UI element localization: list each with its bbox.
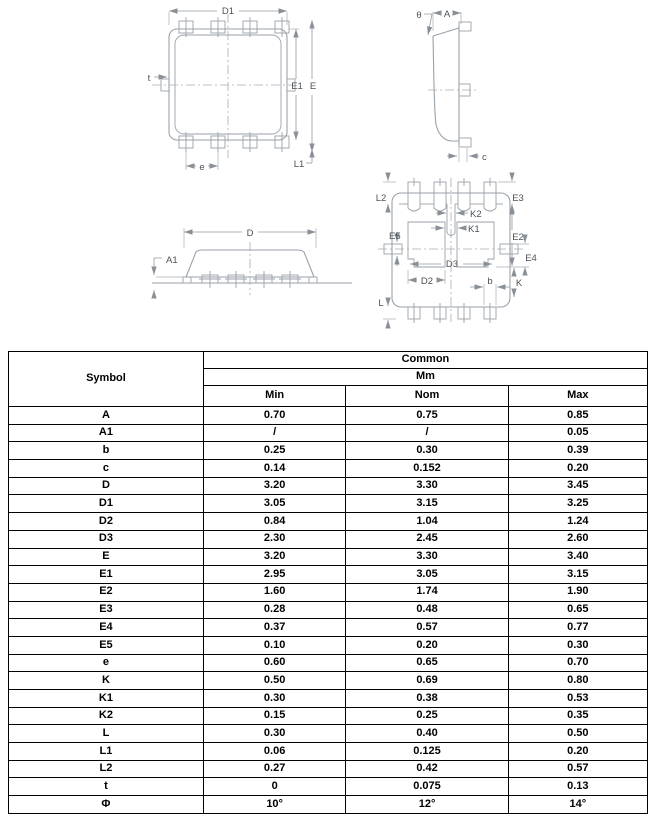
cell-symbol: D3 — [9, 530, 204, 548]
cell-min: 3.05 — [203, 495, 345, 513]
cell-nom: 0.75 — [346, 407, 508, 425]
dim-label-e1: E1 — [291, 81, 303, 92]
cell-max: 0.20 — [508, 460, 647, 478]
table-row — [9, 530, 648, 548]
header-min: Min — [203, 386, 345, 407]
table-row — [9, 548, 648, 566]
left-pad — [408, 222, 445, 267]
cell-nom: 0.20 — [346, 636, 508, 654]
dim-label-l1: L1 — [293, 159, 305, 170]
cell-nom: 0.25 — [346, 707, 508, 725]
top-view-drawing — [148, 6, 316, 173]
cell-max: 0.65 — [508, 601, 647, 619]
table-row — [9, 495, 648, 513]
cell-min: 1.60 — [203, 583, 345, 601]
cell-min: 0.30 — [203, 725, 345, 743]
cell-symbol: D2 — [9, 513, 204, 531]
cell-symbol: E4 — [9, 619, 204, 637]
cell-min: 3.20 — [203, 548, 345, 566]
cell-max: 2.60 — [508, 530, 647, 548]
dim-label-a1: A1 — [166, 255, 178, 266]
cell-max: 3.40 — [508, 548, 647, 566]
cell-nom: 0.38 — [346, 690, 508, 708]
cell-min: 0.14 — [203, 460, 345, 478]
cell-symbol: E5 — [9, 636, 204, 654]
cell-min: 0.30 — [203, 690, 345, 708]
cell-symbol: Φ — [9, 796, 204, 814]
cell-symbol: K — [9, 672, 204, 690]
cell-min: 0.15 — [203, 707, 345, 725]
dim-label-e: e — [199, 162, 205, 173]
table-row — [9, 725, 648, 743]
top-view-bottom-pins — [179, 132, 289, 152]
cell-nom: 0.57 — [346, 619, 508, 637]
dim-label-d3: D3 — [445, 259, 459, 270]
cell-nom: 0.48 — [346, 601, 508, 619]
cell-max: 0.20 — [508, 743, 647, 761]
cell-nom: 3.15 — [346, 495, 508, 513]
table-row — [9, 672, 648, 690]
cell-max: 0.53 — [508, 690, 647, 708]
cell-nom: 12° — [346, 796, 508, 814]
header-max: Max — [508, 386, 647, 407]
cell-max: 3.45 — [508, 477, 647, 495]
cell-min: 0.70 — [203, 407, 345, 425]
header-nom: Nom — [346, 386, 508, 407]
table-row — [9, 760, 648, 778]
table-row — [9, 743, 648, 761]
cell-nom: 3.05 — [346, 566, 508, 584]
dim-label-k2: K2 — [470, 209, 482, 220]
dim-label-l: L — [378, 298, 384, 309]
cell-min: / — [203, 424, 345, 442]
cell-max: 0.50 — [508, 725, 647, 743]
table-row — [9, 477, 648, 495]
cell-max: 0.30 — [508, 636, 647, 654]
table-row — [9, 601, 648, 619]
cell-max: 0.39 — [508, 442, 647, 460]
cell-symbol: K2 — [9, 707, 204, 725]
table-row — [9, 654, 648, 672]
cell-nom: 0.30 — [346, 442, 508, 460]
cell-nom: 1.04 — [346, 513, 508, 531]
cell-nom: 0.40 — [346, 725, 508, 743]
dim-label-k: K — [515, 278, 523, 289]
package-outline-drawings — [0, 0, 656, 345]
table-row — [9, 707, 648, 725]
cell-nom: / — [346, 424, 508, 442]
table-row — [9, 407, 648, 425]
cell-min: 0.50 — [203, 672, 345, 690]
cell-nom: 0.125 — [346, 743, 508, 761]
cell-nom: 2.45 — [346, 530, 508, 548]
dim-label-k1: K1 — [468, 224, 480, 235]
dim-label-d1: D1 — [221, 6, 235, 17]
cell-max: 1.90 — [508, 583, 647, 601]
cell-min: 0.28 — [203, 601, 345, 619]
cell-min: 3.20 — [203, 477, 345, 495]
cell-min: 0.25 — [203, 442, 345, 460]
cell-max: 0.57 — [508, 760, 647, 778]
cell-min: 2.30 — [203, 530, 345, 548]
cell-max: 3.25 — [508, 495, 647, 513]
table-row — [9, 796, 648, 814]
cell-nom: 0.65 — [346, 654, 508, 672]
dim-label-e3: E3 — [512, 193, 524, 204]
dim-label-a: A — [443, 9, 451, 20]
cell-min: 0.06 — [203, 743, 345, 761]
cell-symbol: c — [9, 460, 204, 478]
table-row — [9, 566, 648, 584]
cell-min: 0.60 — [203, 654, 345, 672]
table-row — [9, 690, 648, 708]
bottom-view-bottom-pins — [408, 303, 496, 323]
dim-label-e2: E2 — [512, 232, 524, 243]
dim-label-e4: E4 — [525, 253, 537, 264]
cell-symbol: D — [9, 477, 204, 495]
dim-label-d2: D2 — [420, 276, 434, 287]
table-row — [9, 460, 648, 478]
cell-max: 0.77 — [508, 619, 647, 637]
cell-nom: 3.30 — [346, 548, 508, 566]
dim-label-c: c — [482, 152, 487, 163]
cell-symbol: E3 — [9, 601, 204, 619]
cell-min: 0.10 — [203, 636, 345, 654]
dimensions-table-body — [9, 407, 648, 814]
table-row — [9, 619, 648, 637]
cell-min: 0.37 — [203, 619, 345, 637]
dim-label-t: t — [147, 73, 151, 84]
dim-label-b: b — [487, 276, 493, 287]
top-view-top-pins — [179, 17, 289, 37]
header-symbol: Symbol — [9, 352, 204, 407]
front-view-drawing — [152, 228, 352, 298]
cell-max: 1.24 — [508, 513, 647, 531]
cell-symbol: L1 — [9, 743, 204, 761]
cell-symbol: D1 — [9, 495, 204, 513]
header-common: Common — [203, 352, 647, 369]
cell-min: 10° — [203, 796, 345, 814]
cell-min: 0.27 — [203, 760, 345, 778]
dim-label-d: D — [246, 228, 254, 239]
table-row — [9, 583, 648, 601]
cell-max: 0.13 — [508, 778, 647, 796]
dimensions-table-container — [8, 351, 648, 814]
dim-label-e-cap: E — [309, 81, 317, 92]
cell-symbol: t — [9, 778, 204, 796]
cell-max: 14° — [508, 796, 647, 814]
cell-symbol: L2 — [9, 760, 204, 778]
cell-nom: 0.69 — [346, 672, 508, 690]
cell-symbol: E — [9, 548, 204, 566]
cell-max: 0.70 — [508, 654, 647, 672]
bottom-view-top-pins — [408, 178, 496, 211]
cell-max: 0.80 — [508, 672, 647, 690]
cell-symbol: E1 — [9, 566, 204, 584]
cell-nom: 0.152 — [346, 460, 508, 478]
table-row — [9, 778, 648, 796]
bottom-view-drawing — [376, 174, 537, 327]
cell-max: 0.05 — [508, 424, 647, 442]
table-row — [9, 442, 648, 460]
cell-symbol: e — [9, 654, 204, 672]
cell-max: 0.35 — [508, 707, 647, 725]
cell-max: 3.15 — [508, 566, 647, 584]
dim-label-e5: E5 — [389, 231, 401, 242]
cell-symbol: A1 — [9, 424, 204, 442]
dim-label-theta: θ — [416, 10, 422, 21]
cell-symbol: K1 — [9, 690, 204, 708]
cell-nom: 3.30 — [346, 477, 508, 495]
cell-min: 2.95 — [203, 566, 345, 584]
cell-symbol: L — [9, 725, 204, 743]
cell-nom: 0.075 — [346, 778, 508, 796]
cell-symbol: A — [9, 407, 204, 425]
table-row — [9, 513, 648, 531]
dim-label-l2: L2 — [375, 193, 387, 204]
dimensions-table — [8, 351, 648, 814]
cell-symbol: b — [9, 442, 204, 460]
cell-min: 0.84 — [203, 513, 345, 531]
cell-symbol: E2 — [9, 583, 204, 601]
header-unit: Mm — [203, 369, 647, 386]
cell-nom: 1.74 — [346, 583, 508, 601]
cell-min: 0 — [203, 778, 345, 796]
cell-max: 0.85 — [508, 407, 647, 425]
cell-nom: 0.42 — [346, 760, 508, 778]
side-view-drawing — [416, 9, 487, 163]
table-row — [9, 424, 648, 442]
table-row — [9, 636, 648, 654]
